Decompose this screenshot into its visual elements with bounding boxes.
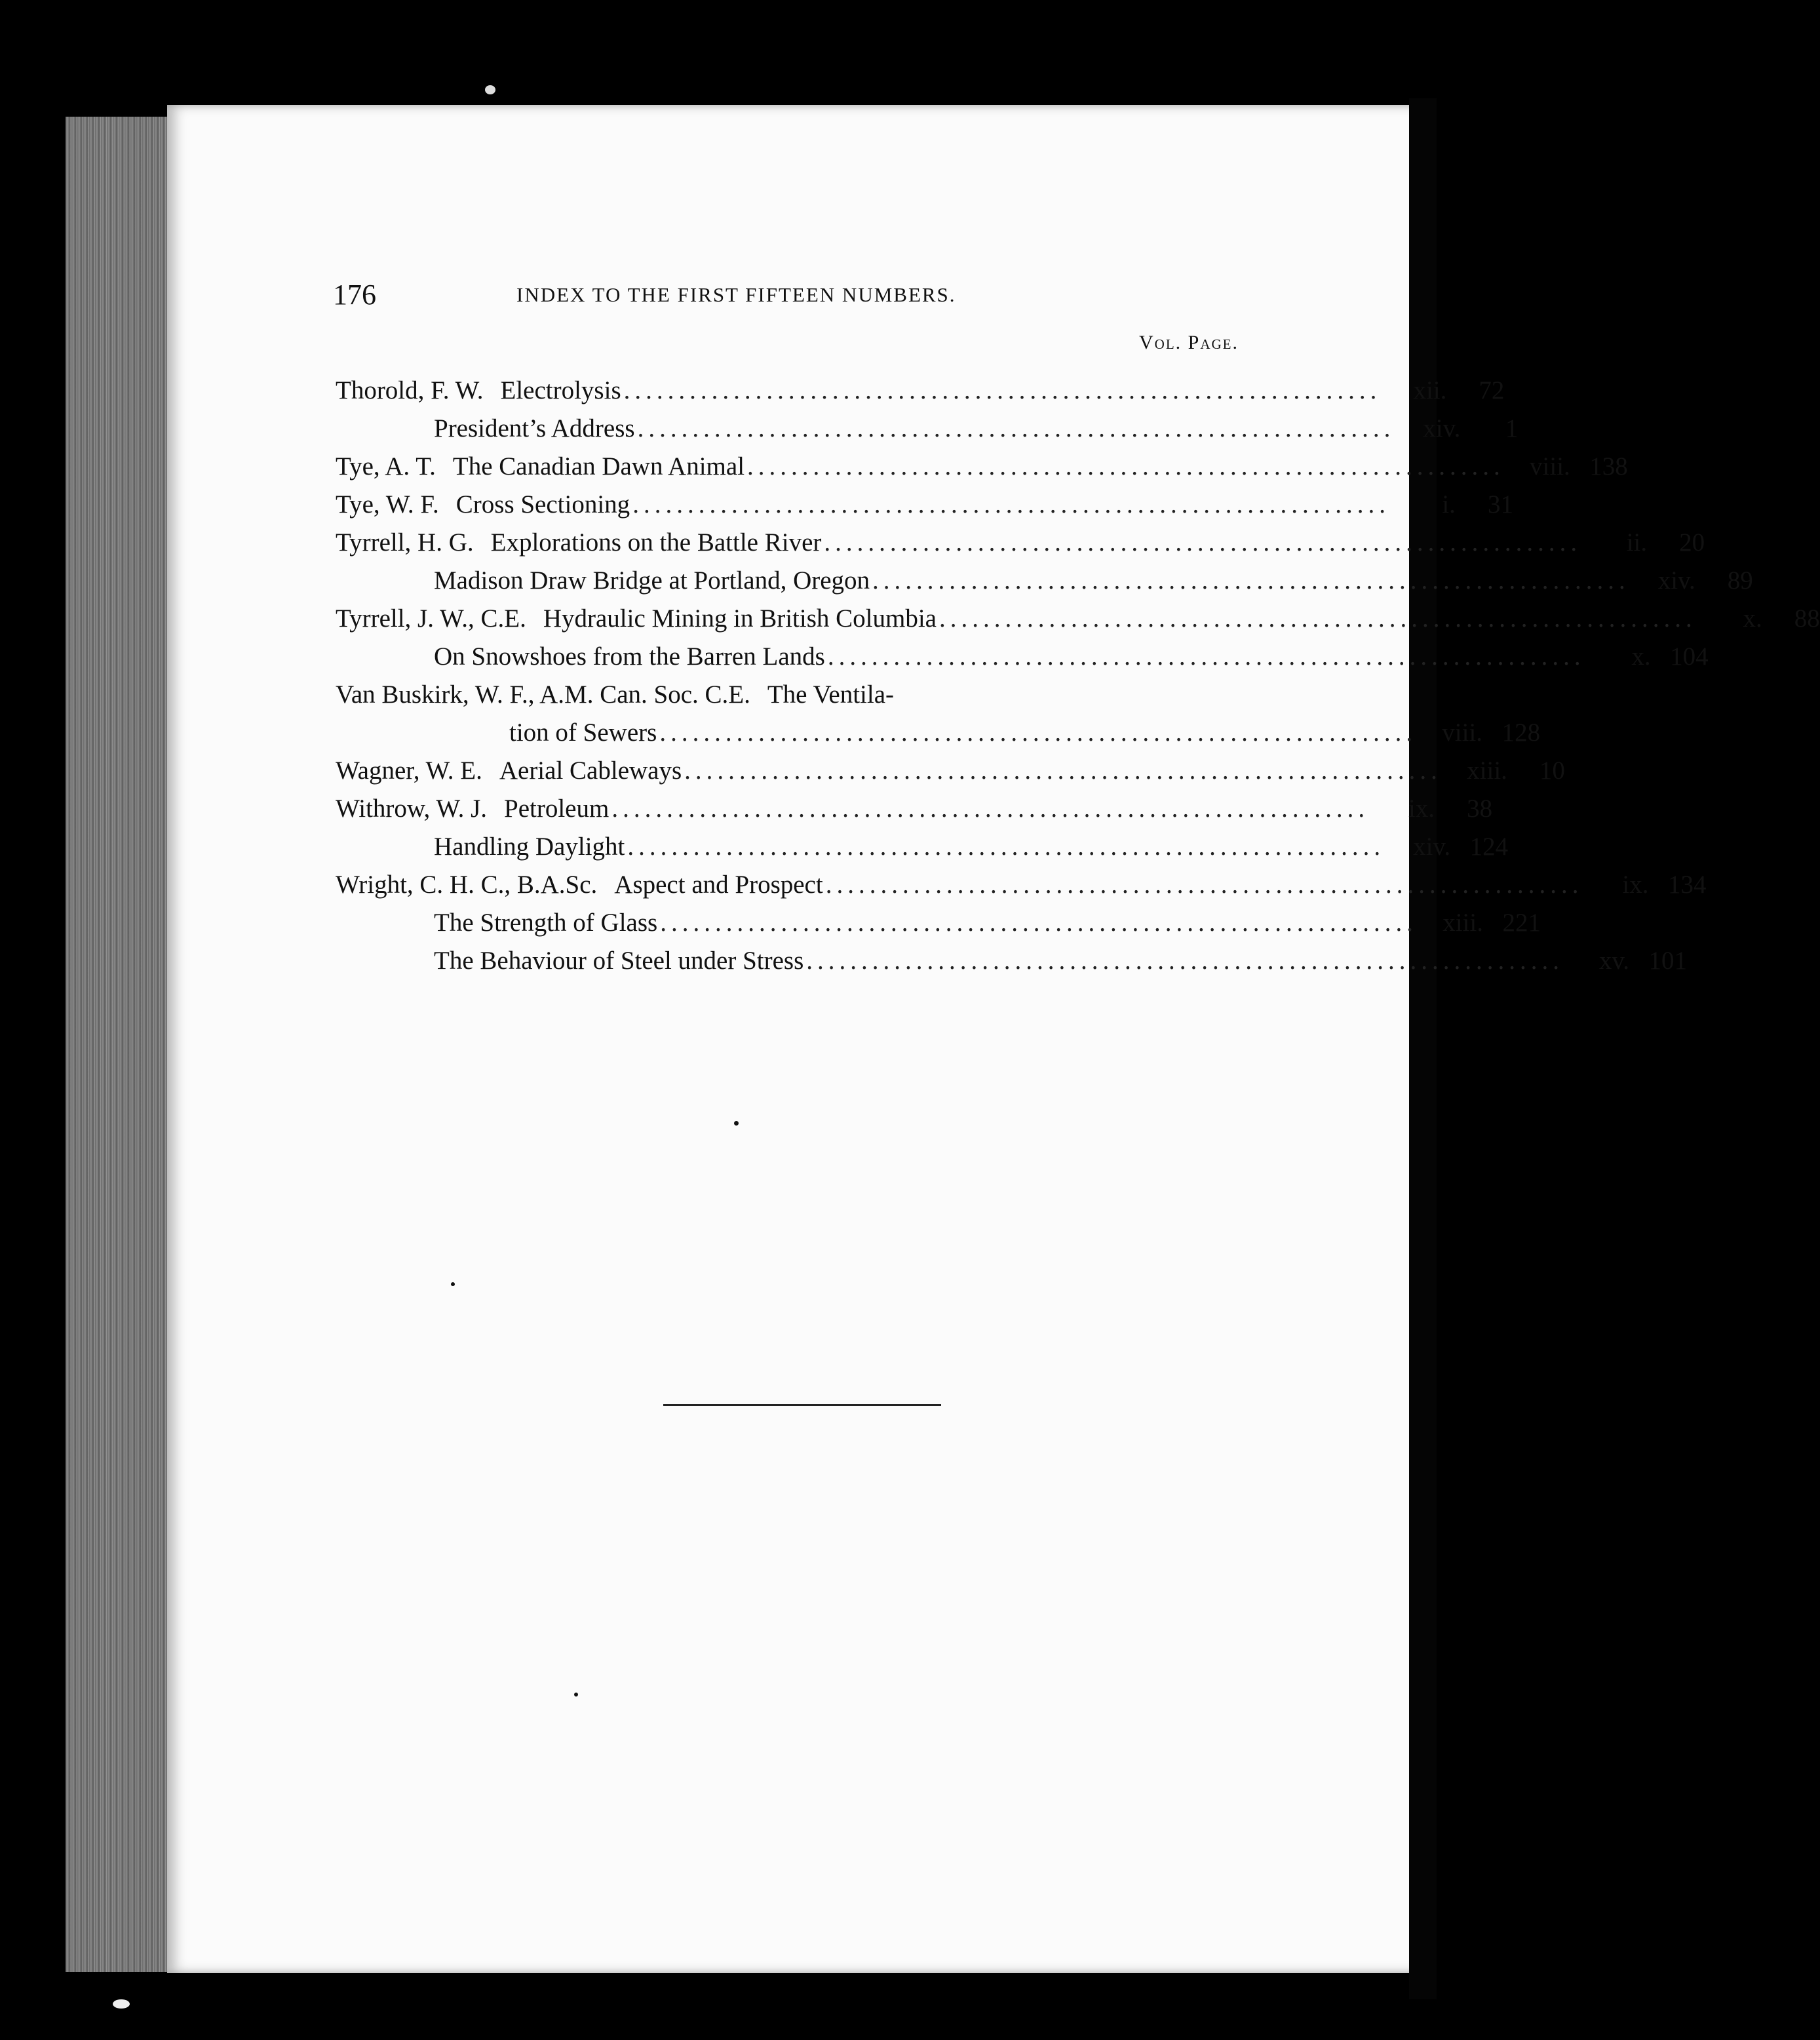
entry-page: 124 bbox=[1469, 833, 1509, 861]
entry-page: 1 bbox=[1505, 414, 1519, 442]
entry-author: Tyrrell, H. G. bbox=[336, 528, 474, 557]
entry-volume: ii. bbox=[1626, 528, 1648, 557]
dot-leader: ..................................................................... bbox=[806, 947, 1564, 975]
entry-author: Tye, W. F. bbox=[336, 490, 439, 519]
entry-title: Explorations on the Battle River bbox=[490, 528, 822, 557]
entry-page: 128 bbox=[1501, 718, 1541, 747]
entry-volume: xii. bbox=[1413, 376, 1447, 404]
entry-volume: ix. bbox=[1408, 794, 1435, 823]
entry-title: The Strength of Glass bbox=[434, 909, 658, 937]
index-entry bbox=[336, 937, 1688, 975]
scan-speck bbox=[113, 1999, 130, 2009]
entry-author: Wright, C. H. C., B.A.Sc. bbox=[336, 871, 598, 899]
scan-speck bbox=[485, 85, 495, 94]
dot-leader: ..................................................................... bbox=[659, 718, 1418, 747]
entry-title: Cross Sectioning bbox=[455, 490, 630, 519]
entry-title: Hydraulic Mining in British Columbia bbox=[543, 604, 937, 633]
entry-volume: xiii. bbox=[1442, 909, 1483, 937]
dot-leader: ..................................................................... bbox=[611, 794, 1370, 823]
index-entry bbox=[336, 519, 1705, 557]
index-entries bbox=[336, 367, 1820, 975]
entry-title: Aspect and Prospect bbox=[614, 871, 823, 899]
paper-speck bbox=[574, 1693, 578, 1697]
index-entry bbox=[336, 367, 1505, 405]
entry-title: President’s Address bbox=[434, 414, 635, 442]
entry-page: 31 bbox=[1487, 490, 1513, 519]
dot-leader: ..................................................................... bbox=[684, 756, 1442, 785]
entry-title: Electrolysis bbox=[500, 376, 621, 404]
entry-author: Withrow, W. J. bbox=[336, 794, 487, 823]
entry-author: Van Buskirk, W. F., A.M. Can. Soc. C.E. bbox=[336, 680, 750, 709]
entry-title: Petroleum bbox=[504, 794, 610, 823]
entry-title: Madison Draw Bridge at Portland, Oregon bbox=[434, 566, 870, 595]
entry-volume: x. bbox=[1743, 604, 1762, 633]
entry-volume: viii. bbox=[1442, 718, 1483, 747]
entry-author: Tyrrell, J. W., C.E. bbox=[336, 604, 526, 633]
entry-volume: xiii. bbox=[1467, 756, 1507, 785]
page-edges bbox=[66, 117, 177, 1972]
column-heads: Vol. Page. bbox=[1138, 332, 1239, 353]
entry-title: tion of Sewers bbox=[509, 718, 657, 747]
dot-leader: ..................................................................... bbox=[939, 604, 1697, 633]
page-number: 176 bbox=[333, 279, 376, 311]
entry-volume: i. bbox=[1442, 490, 1456, 519]
index-entry bbox=[336, 443, 1628, 481]
index-entry bbox=[336, 671, 1253, 709]
paper-speck bbox=[451, 1282, 455, 1286]
entry-page: 89 bbox=[1727, 566, 1753, 595]
index-entry bbox=[336, 747, 1565, 785]
entry-volume: xiv. bbox=[1657, 566, 1695, 595]
entry-title: The Canadian Dawn Animal bbox=[452, 452, 745, 481]
entry-author: Thorold, F. W. bbox=[336, 376, 484, 404]
entry-page: 10 bbox=[1539, 756, 1565, 785]
entry-title: The Behaviour of Steel under Stress bbox=[434, 947, 804, 975]
entry-page: 101 bbox=[1648, 947, 1688, 975]
entry-title: The Ventila- bbox=[767, 680, 894, 709]
dot-leader: ..................................................................... bbox=[824, 528, 1582, 557]
entry-page: 221 bbox=[1502, 909, 1541, 937]
index-entry bbox=[336, 861, 1707, 899]
index-entry bbox=[336, 785, 1493, 823]
entry-author: Tye, A. T. bbox=[336, 452, 436, 481]
entry-volume: xiv. bbox=[1423, 414, 1461, 442]
entry-volume: ix. bbox=[1622, 871, 1649, 899]
dot-leader: ..................................................................... bbox=[627, 833, 1385, 861]
entry-page: 20 bbox=[1679, 528, 1705, 557]
page-header bbox=[333, 278, 1257, 317]
index-entry bbox=[336, 405, 1519, 443]
dot-leader: ..................................................................... bbox=[637, 414, 1395, 442]
dot-leader: ..................................................................... bbox=[632, 490, 1390, 519]
dot-leader: ..................................................................... bbox=[825, 871, 1583, 899]
entry-title: Aerial Cableways bbox=[499, 756, 682, 785]
index-entry bbox=[336, 557, 1753, 595]
entry-page: 138 bbox=[1589, 452, 1628, 481]
dot-leader: ..................................................................... bbox=[827, 642, 1585, 671]
entry-volume: xv. bbox=[1598, 947, 1630, 975]
dot-leader: ..................................................................... bbox=[747, 452, 1505, 481]
entry-author: Wagner, W. E. bbox=[336, 756, 482, 785]
index-entry bbox=[336, 595, 1820, 633]
entry-page: 88 bbox=[1794, 604, 1820, 633]
entry-title: Handling Daylight bbox=[434, 833, 625, 861]
entry-volume: xiv. bbox=[1413, 833, 1451, 861]
index-entry bbox=[336, 823, 1509, 861]
index-entry bbox=[336, 709, 1541, 747]
entry-page: 104 bbox=[1670, 642, 1709, 671]
paper-speck bbox=[734, 1121, 739, 1126]
dot-leader: ..................................................................... bbox=[872, 566, 1630, 595]
dot-leader: ..................................................................... bbox=[660, 909, 1418, 937]
entry-page: 38 bbox=[1467, 794, 1493, 823]
dot-leader: ..................................................................... bbox=[623, 376, 1382, 404]
entry-title: On Snowshoes from the Barren Lands bbox=[434, 642, 825, 671]
entry-page: 72 bbox=[1479, 376, 1505, 404]
entry-page: 134 bbox=[1667, 871, 1707, 899]
running-head: INDEX TO THE FIRST FIFTEEN NUMBERS. bbox=[516, 283, 956, 306]
index-entry bbox=[336, 633, 1709, 671]
index-entry bbox=[336, 481, 1513, 519]
end-rule bbox=[663, 1404, 941, 1406]
entry-volume: x. bbox=[1631, 642, 1651, 671]
index-entry bbox=[336, 899, 1541, 937]
entry-volume: viii. bbox=[1530, 452, 1570, 481]
